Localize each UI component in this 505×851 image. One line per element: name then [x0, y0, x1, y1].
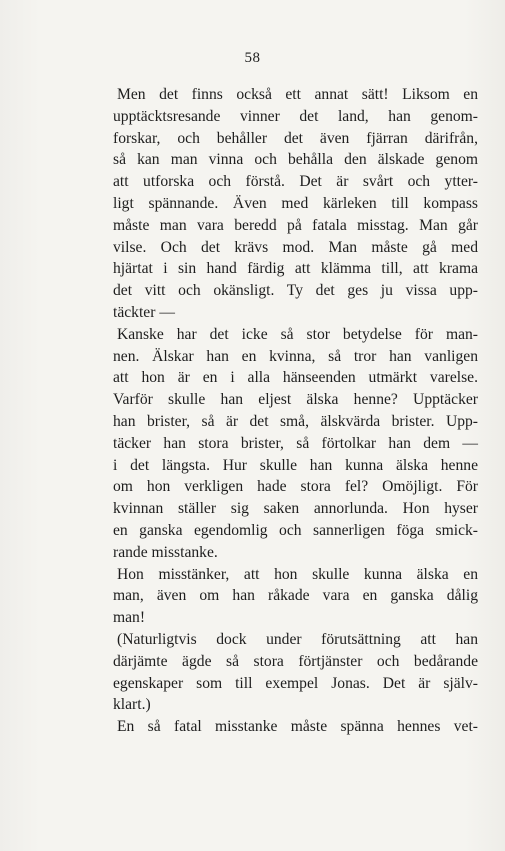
text-line: han brister, så är det små, älskvärda brister. Upp-	[113, 412, 478, 430]
text-line: vilse. Och det krävs mod. Man måste gå med	[113, 238, 478, 256]
text-line: egenskaper som till exempel Jonas. Det är själv-	[113, 674, 478, 692]
text-line: rande misstanke.	[113, 543, 218, 561]
text-line: täcker han stora brister, så förtolkar han dem —	[113, 434, 478, 452]
text-line: ligt spännande. Även med kärleken till kompass	[113, 194, 478, 212]
text-line: om hon verkligen hade stora fel? Omöjligt. För	[113, 478, 478, 496]
text-line: klart.)	[113, 696, 151, 714]
text-line: Kanske har det icke så stor betydelse för man-	[117, 325, 478, 343]
text-line: Men det finns också ett annat sätt! Liksom en	[117, 86, 478, 103]
text-line: forskar, och behåller det även fjärran därifrån,	[113, 129, 478, 147]
body-text	[113, 84, 478, 738]
page-number: 58	[244, 50, 261, 66]
text-line: (Naturligtvis dock under förutsättning att han	[117, 630, 478, 648]
text-line: att utforska och förstå. Det är svårt och ytter-	[113, 173, 478, 191]
text-line: nen. Älskar han en kvinna, så tror han vanligen	[113, 347, 478, 365]
text-line: täckter —	[113, 303, 175, 321]
text-line: man, även om han råkade vara en ganska dålig	[113, 587, 478, 605]
text-line: man!	[113, 609, 146, 627]
text-line: därjämte ägde så stora förtjänster och bedårande	[113, 652, 478, 670]
text-line: hjärtat i sin hand färdig att klämma till, att krama	[113, 260, 478, 278]
text-line: i det längsta. Hur skulle han kunna älska henne	[113, 456, 478, 474]
text-line: att hon är en i alla hänseenden utmärkt varelse.	[113, 369, 478, 387]
text-line: det vitt och okänsligt. Ty det ges ju vissa upp-	[113, 282, 478, 300]
text-line: Varför skulle han eljest älska henne? Upptäcker	[113, 391, 478, 409]
text-line: så kan man vinna och behålla den älskade genom	[113, 151, 478, 169]
text-line: Hon misstänker, att hon skulle kunna älska en	[117, 565, 478, 583]
text-line: kvinnan ställer sig saken annorlunda. Hon hyser	[113, 500, 478, 518]
text-line: en ganska egendomlig och sannerligen föga smick-	[113, 521, 478, 539]
text-line: måste man vara beredd på fatala misstag. Man går	[113, 216, 478, 234]
text-line: upptäcktsresande vinner det land, han genom-	[113, 107, 478, 125]
text-line: En så fatal misstanke måste spänna hennes vet-	[117, 718, 478, 736]
